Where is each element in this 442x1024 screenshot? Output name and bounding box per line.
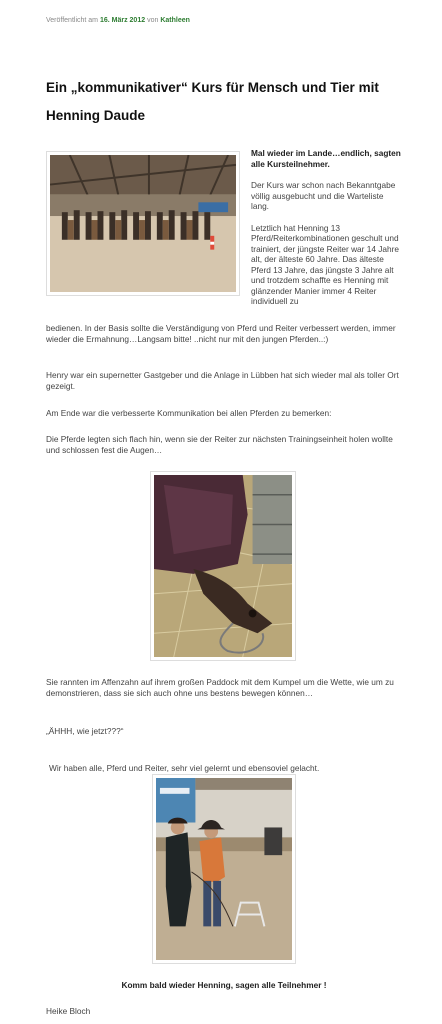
- intro-bold: Mal wieder im Lande…endlich, sagten alle Kursteilnehmer.: [251, 148, 401, 169]
- intro-wrap: [251, 148, 401, 307]
- post-meta: [46, 17, 190, 24]
- signature: Heike Bloch: [46, 1006, 91, 1016]
- paragraph-6: Sie rannten im Affenzahn auf ihrem großen Paddock mit dem Kumpel um die Wette, wie um zu demonstrieren, dass sie sich auch ohne uns bestens bewegen können…: [46, 677, 394, 698]
- meta-by: von: [147, 17, 159, 24]
- paragraph-7: „ÄHHH, wie jetzt???“: [46, 726, 124, 736]
- paragraph-8: Wir haben alle, Pferd und Reiter, sehr viel gelernt und ebensoviel gelacht.: [49, 763, 320, 773]
- riding-hall-photo[interactable]: [46, 151, 240, 296]
- author-link[interactable]: Kathleen: [160, 17, 190, 24]
- paragraph-2-wrap: Letztlich hat Henning 13 Pferd/Reiterkombinationen geschult und trainiert, der jüngste Reiter war 14 Jahre alt, der älteste 60 Jahre. Das älteste Pferd 13 Jahre, das jüngste 3 Jahre alt und trotzdem schaffte es Henning mit glänzender Manier immer 4 Reiter individuell zu: [251, 222, 400, 306]
- post-title: Ein „kommunikativer“ Kurs für Mensch und Tier mit Henning Daude: [46, 80, 379, 123]
- arena-people-photo[interactable]: [152, 774, 296, 964]
- paragraph-5: Die Pferde legten sich flach hin, wenn sie der Reiter zur nächsten Trainingseinheit holen wollte und schlossen fest die Augen…: [46, 434, 393, 455]
- post-date-link[interactable]: 16. März 2012: [99, 17, 146, 24]
- meta-prefix: Veröffentlicht am: [46, 17, 99, 24]
- horse-lying-photo[interactable]: [150, 471, 296, 661]
- paragraph-1: Der Kurs war schon nach Bekanntgabe völlig ausgebucht und die Warteliste lang.: [251, 180, 396, 211]
- paragraph-4: Am Ende war die verbesserte Kommunikation bei allen Pferden zu bemerken:: [46, 408, 332, 418]
- paragraph-3: Henry war ein supernetter Gastgeber und die Anlage in Lübben hat sich wieder mal als toller Ort gezeigt.: [46, 370, 399, 391]
- paragraph-2-rest: bedienen. In der Basis sollte die Verständigung von Pferd und Reiter verbessert werden, immer wieder die Ermahnung…Langsam bitte! ..nicht nur mit den jungen Pferden..:): [46, 323, 396, 344]
- closing-line: Komm bald wieder Henning, sagen alle Teilnehmer !: [121, 980, 327, 990]
